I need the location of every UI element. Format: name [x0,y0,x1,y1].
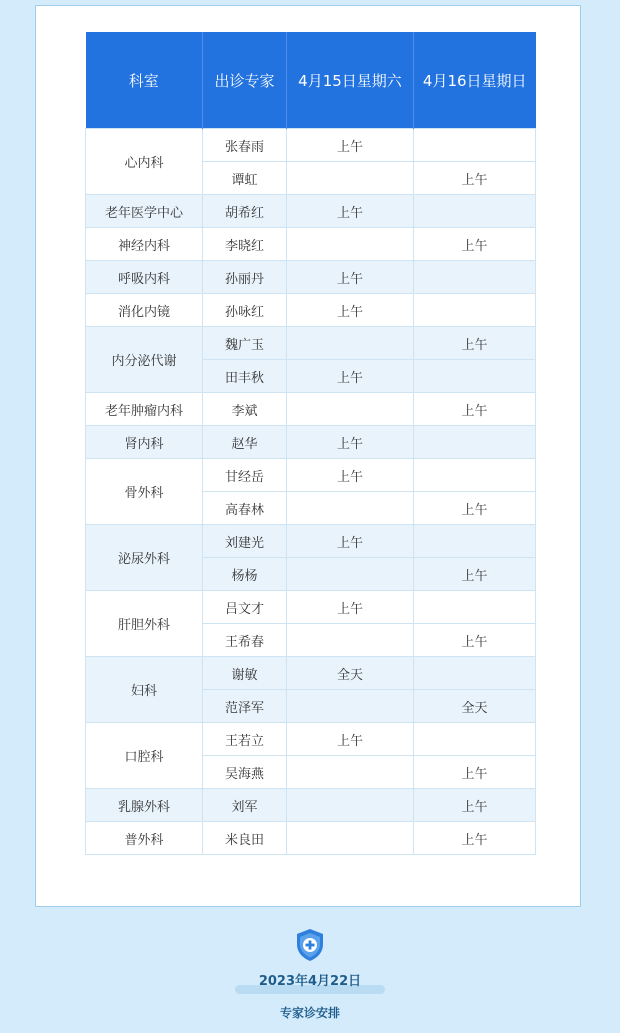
sunday-cell [414,195,536,228]
saturday-cell [287,492,414,525]
table-row [86,822,536,855]
saturday-cell [287,690,414,723]
dept-cell: 呼吸内科 [86,261,203,294]
dept-cell: 口腔科 [86,723,203,789]
doctor-cell: 张春雨 [203,129,287,162]
sunday-cell [414,360,536,393]
sunday-cell: 全天 [414,690,536,723]
doctor-cell: 田丰秋 [203,360,287,393]
saturday-cell: 上午 [287,129,414,162]
sunday-cell [414,261,536,294]
doctor-cell: 王若立 [203,723,287,756]
sunday-cell [414,426,536,459]
table-row [86,789,536,822]
doctor-cell: 刘建光 [203,525,287,558]
header-sunday: 4月16日星期日 [414,32,536,129]
doctor-cell: 孙丽丹 [203,261,287,294]
doctor-cell: 甘经岳 [203,459,287,492]
saturday-cell [287,327,414,360]
dept-cell: 泌尿外科 [86,525,203,591]
table-header-row [86,32,536,129]
table-row [86,294,536,327]
doctor-cell: 李晓红 [203,228,287,261]
dept-cell: 普外科 [86,822,203,855]
table-row [86,426,536,459]
table-row [86,657,536,690]
table-row [86,723,536,756]
table-row [86,459,536,492]
subtitle-label: 专家诊安排 [279,1006,340,1020]
saturday-cell: 上午 [287,294,414,327]
dept-cell: 消化内镜 [86,294,203,327]
doctor-cell: 杨杨 [203,558,287,591]
saturday-cell [287,558,414,591]
saturday-cell: 上午 [287,261,414,294]
doctor-cell: 谢敏 [203,657,287,690]
sunday-cell [414,129,536,162]
saturday-cell: 上午 [287,525,414,558]
table-row [86,129,536,162]
sunday-cell [414,723,536,756]
table-row [86,261,536,294]
dept-cell: 乳腺外科 [86,789,203,822]
date-banner [235,972,385,994]
doctor-cell: 吴海燕 [203,756,287,789]
saturday-cell [287,228,414,261]
sunday-cell: 上午 [414,393,536,426]
sunday-cell: 上午 [414,492,536,525]
table-row [86,393,536,426]
shield-plus-icon [295,928,325,962]
dept-cell: 心内科 [86,129,203,195]
dept-cell: 骨外科 [86,459,203,525]
schedule-card [35,5,581,907]
table-row [86,525,536,558]
saturday-cell [287,822,414,855]
sunday-cell: 上午 [414,327,536,360]
saturday-cell: 上午 [287,360,414,393]
expert-schedule-table [85,32,536,855]
saturday-cell [287,756,414,789]
footer [0,928,620,1021]
sunday-cell: 上午 [414,756,536,789]
saturday-cell: 上午 [287,195,414,228]
saturday-cell: 上午 [287,723,414,756]
sunday-cell: 上午 [414,558,536,591]
sunday-cell [414,525,536,558]
sunday-cell [414,294,536,327]
sunday-cell [414,459,536,492]
dept-cell: 肾内科 [86,426,203,459]
sunday-cell: 上午 [414,822,536,855]
doctor-cell: 魏广玉 [203,327,287,360]
sunday-cell: 上午 [414,228,536,261]
saturday-cell: 上午 [287,459,414,492]
header-doctor: 出诊专家 [203,32,287,129]
doctor-cell: 米良田 [203,822,287,855]
sunday-cell [414,591,536,624]
saturday-cell [287,624,414,657]
doctor-cell: 高春林 [203,492,287,525]
saturday-cell [287,162,414,195]
sunday-cell: 上午 [414,624,536,657]
dept-cell: 老年肿瘤内科 [86,393,203,426]
doctor-cell: 孙咏红 [203,294,287,327]
sunday-cell [414,657,536,690]
dept-cell: 内分泌代谢 [86,327,203,393]
doctor-cell: 谭虹 [203,162,287,195]
dept-cell: 肝胆外科 [86,591,203,657]
table-row [86,228,536,261]
dept-cell: 妇科 [86,657,203,723]
doctor-cell: 刘军 [203,789,287,822]
doctor-cell: 李斌 [203,393,287,426]
dept-cell: 老年医学中心 [86,195,203,228]
doctor-cell: 王希春 [203,624,287,657]
saturday-cell [287,393,414,426]
header-saturday: 4月15日星期六 [287,32,414,129]
saturday-cell: 上午 [287,591,414,624]
date-label: 2023年4月22日 [258,974,362,989]
table-row [86,327,536,360]
dept-cell: 神经内科 [86,228,203,261]
table-row [86,591,536,624]
saturday-cell: 上午 [287,426,414,459]
saturday-cell [287,789,414,822]
table-row [86,195,536,228]
doctor-cell: 吕文才 [203,591,287,624]
sunday-cell: 上午 [414,789,536,822]
doctor-cell: 赵华 [203,426,287,459]
doctor-cell: 胡希红 [203,195,287,228]
saturday-cell: 全天 [287,657,414,690]
header-department: 科室 [86,32,203,129]
doctor-cell: 范泽军 [203,690,287,723]
sunday-cell: 上午 [414,162,536,195]
